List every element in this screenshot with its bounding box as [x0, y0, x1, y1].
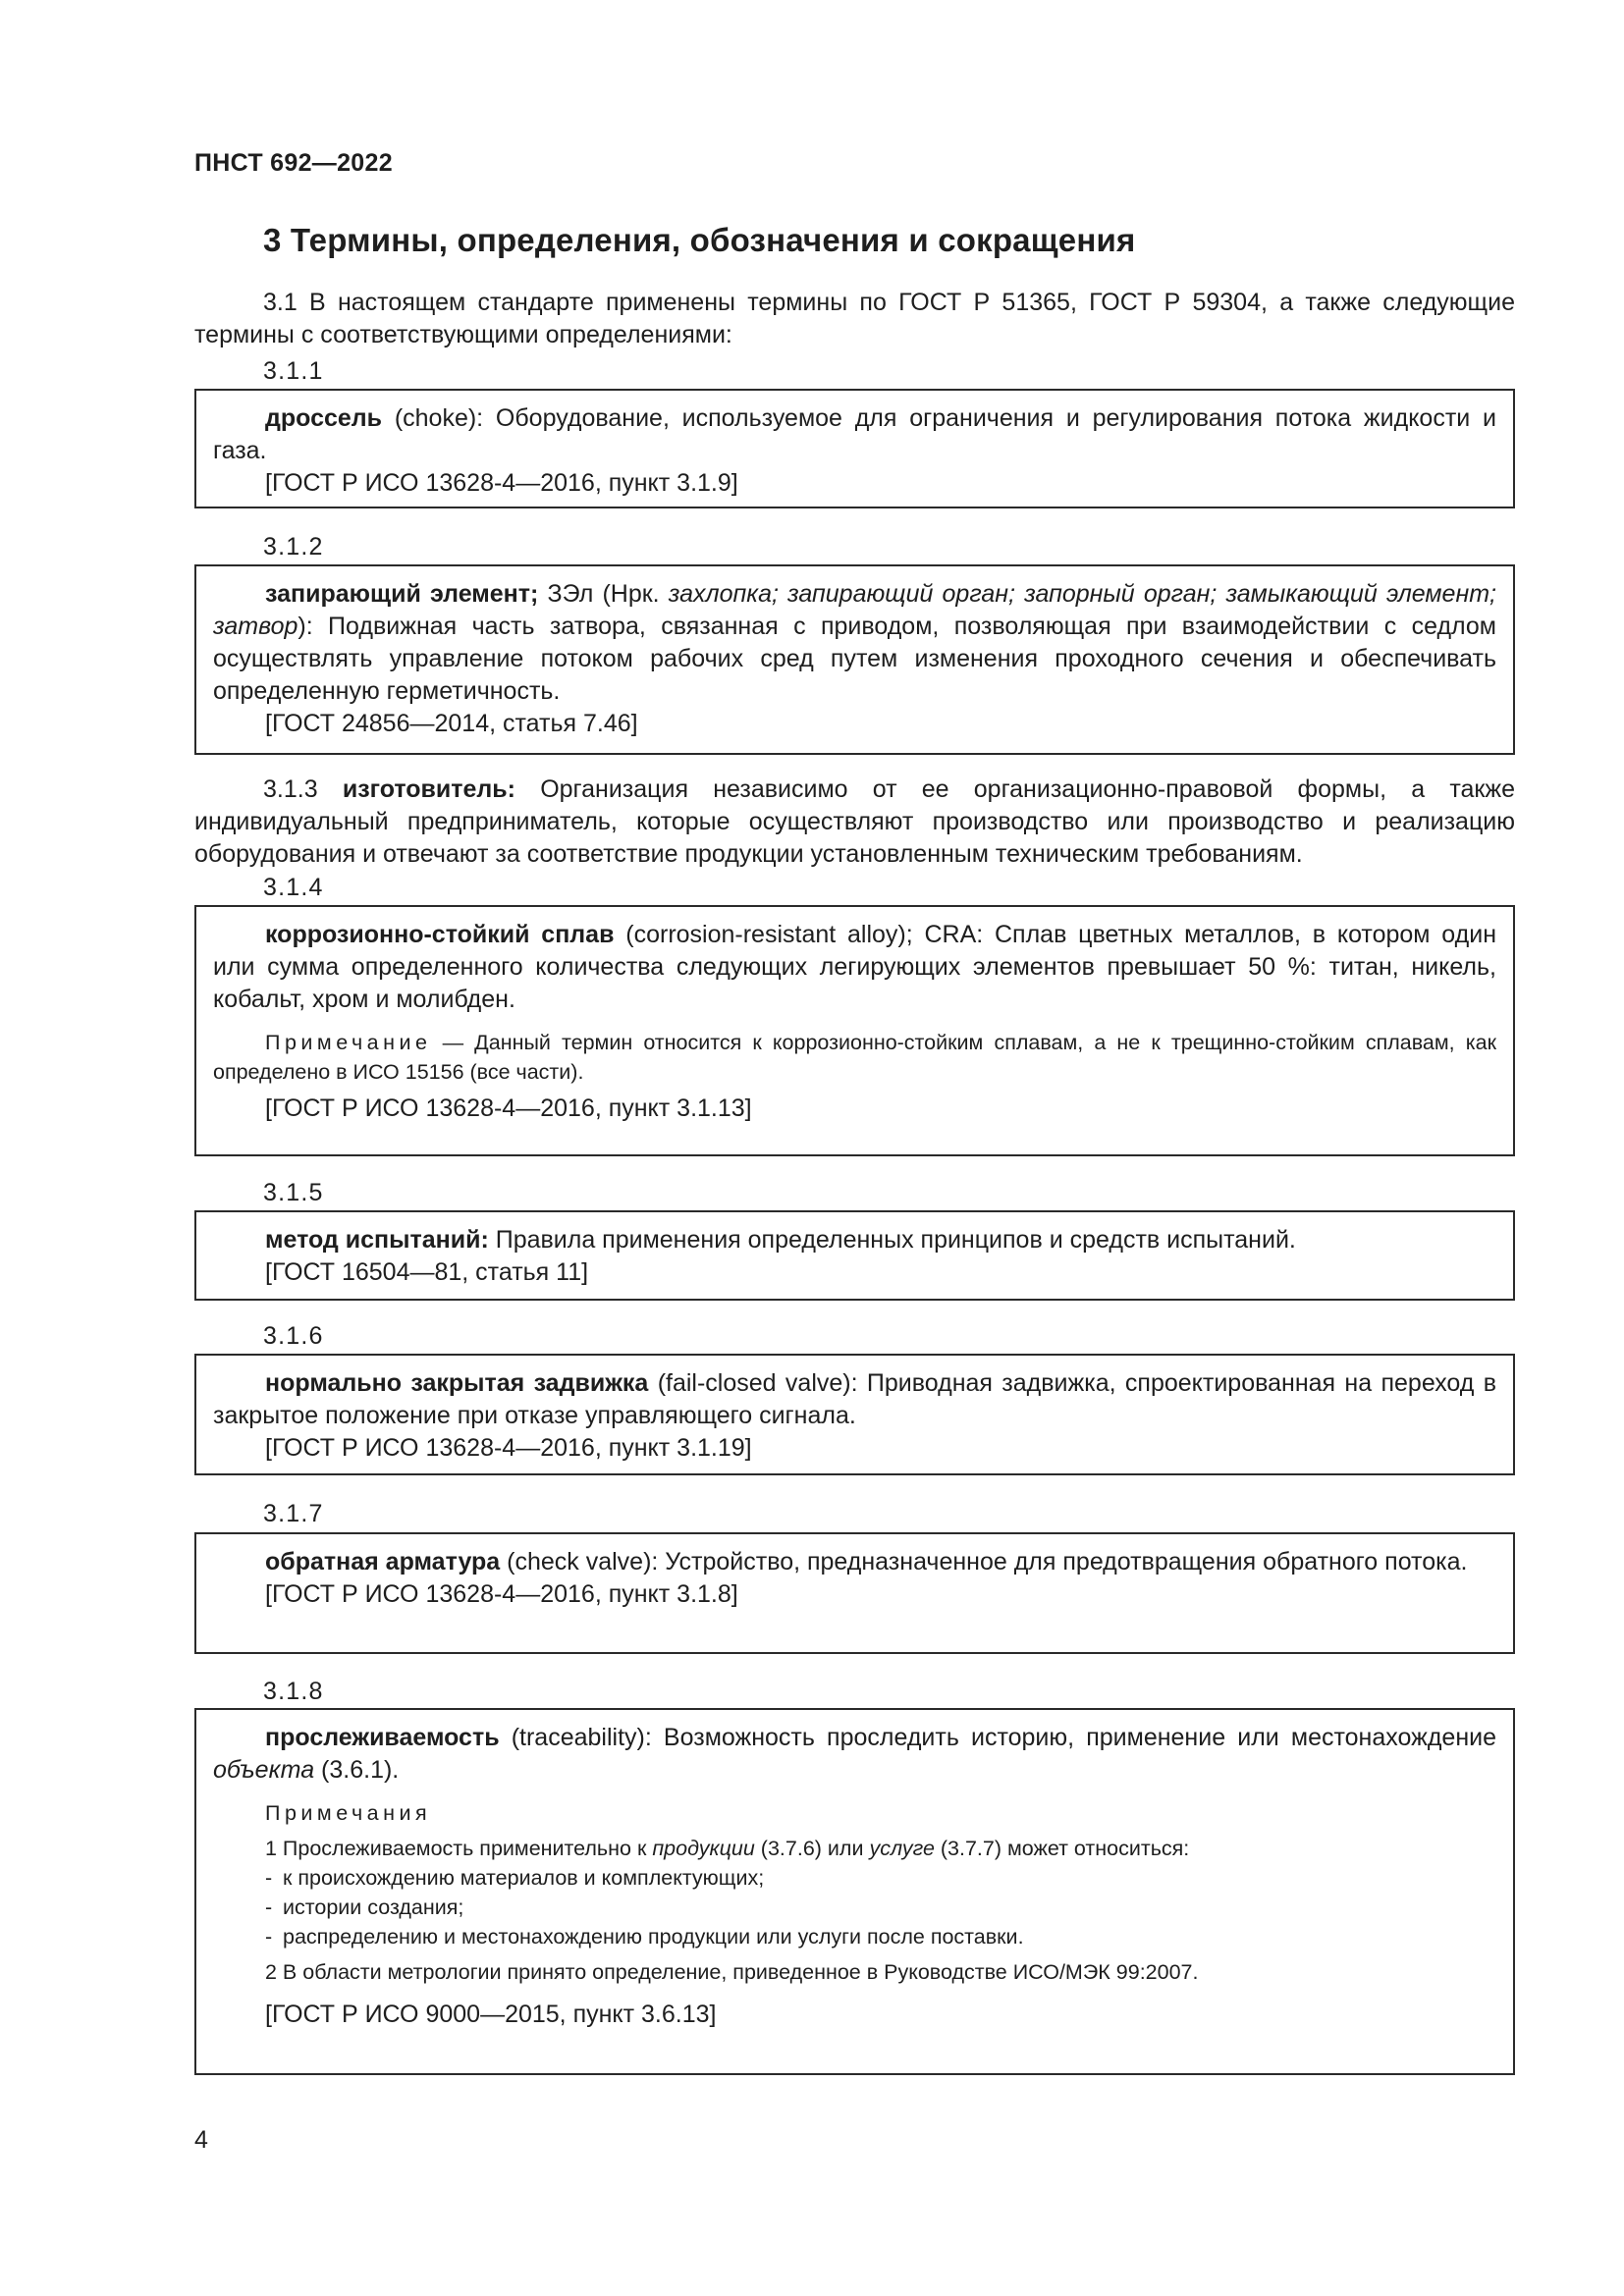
non-recommended-terms: захлопка; запирающий орган; запорный орган; замыкающий элемент; затвор [213, 580, 1496, 640]
term-number: 3.1.5 [263, 1179, 324, 1206]
term-number: 3.1.6 [263, 1322, 324, 1350]
term-box-test-method [194, 1210, 1515, 1301]
term-name: нормально закрытая задвижка [265, 1369, 649, 1397]
notes-label: Примечания [265, 1801, 432, 1825]
term-definition: обратная арматура (check valve): Устройство, предназначенное для предотвращения обратного потока. [265, 1548, 1468, 1575]
term-source: [ГОСТ 16504—81, статья 11] [265, 1258, 589, 1286]
list-item: - истории создания; [265, 1896, 464, 1919]
term-name: дроссель [265, 404, 383, 432]
intro-text: 3.1 В настоящем стандарте применены термины по ГОСТ Р 51365, ГОСТ Р 59304, а также следующие термины с соответствующими определениями: [194, 289, 1515, 348]
term-source: [ГОСТ Р ИСО 13628-4—2016, пункт 3.1.9] [265, 469, 738, 497]
note-2: 2 В области метрологии принято определение, приведенное в Руководстве ИСО/МЭК 99:2007. [265, 1960, 1199, 1984]
term-source: [ГОСТ Р ИСО 9000—2015, пункт 3.6.13] [265, 2001, 717, 2028]
term-definition: дроссель (choke): Оборудование, используемое для ограничения и регулирования потока жидкости и газа. [213, 404, 1496, 464]
page-number: 4 [194, 2126, 208, 2154]
term-definition: запирающий элемент; ЗЭл (Нрк. захлопка; запирающий орган; запорный орган; замыкающий элемент; затвор): Подвижная часть затвора, связанная с приводом, позволяющая при взаимодействии с седлом осуществлять управление потоком рабочих сред путем изменения проходного сечения и обеспечивать определенную герметичность. [213, 580, 1496, 705]
note-label: Примечание [265, 1031, 432, 1054]
list-item: - к происхождению материалов и комплектующих; [265, 1866, 765, 1890]
term-name: запирающий элемент; [265, 580, 539, 608]
term-box-check-valve [194, 1532, 1515, 1654]
section-title: 3 Термины, определения, обозначения и сокращения [263, 222, 1136, 258]
term-name: метод испытаний: [265, 1226, 489, 1254]
term-definition: метод испытаний: Правила применения определенных принципов и средств испытаний. [265, 1226, 1296, 1254]
term-name: прослеживаемость [265, 1724, 500, 1751]
term-definition: коррозионно-стойкий сплав (corrosion-resistant alloy); CRA: Сплав цветных металлов, в котором один или сумма определенного количества следующих легирующих элементов превышает 50 %: титан, никель, кобальт, хром и молибден. [213, 921, 1496, 1013]
term-box-choke [194, 389, 1515, 508]
term-paragraph-manufacturer: 3.1.3 изготовитель: Организация независимо от ее организационно-правовой формы, а также индивидуальный предприниматель, которые осуществляют производство или производство и реализацию оборудования и отвечают за соответствие продукции установленным техническим требованиям. [194, 775, 1515, 868]
list-item: - распределению и местонахождению продукции или услуги после поставки. [265, 1925, 1024, 1949]
term-source: [ГОСТ Р ИСО 13628-4—2016, пункт 3.1.19] [265, 1434, 752, 1462]
term-source: [ГОСТ Р ИСО 13628-4—2016, пункт 3.1.13] [265, 1095, 752, 1122]
term-source: [ГОСТ 24856—2014, статья 7.46] [265, 710, 638, 737]
term-box-traceability [194, 1708, 1515, 2075]
term-definition: нормально закрытая задвижка (fail-closed valve): Приводная задвижка, спроектированная на переход в закрытое положение при отказе управляющего сигнала. [213, 1369, 1496, 1429]
term-note: Примечание — Данный термин относится к коррозионно-стойким сплавам, а не к трещинно-стойким сплавам, как определено в ИСО 15156 (все части). [213, 1031, 1496, 1084]
intro-paragraph [194, 287, 1515, 351]
term-number: 3.1.2 [263, 533, 324, 561]
term-source: [ГОСТ Р ИСО 13628-4—2016, пункт 3.1.8] [265, 1580, 738, 1608]
term-number: 3.1.8 [263, 1678, 324, 1705]
term-definition: прослеживаемость (traceability): Возможность проследить историю, применение или местонахождение объекта (3.6.1). [213, 1724, 1496, 1784]
term-name: обратная арматура [265, 1548, 501, 1575]
term-box-fail-closed-valve [194, 1354, 1515, 1475]
document-id: ПНСТ 692—2022 [194, 149, 393, 177]
term-number: 3.1.3 [263, 775, 318, 803]
term-name: коррозионно-стойкий сплав [265, 921, 615, 948]
term-box-closing-element [194, 564, 1515, 755]
term-number: 3.1.1 [263, 357, 324, 385]
term-number: 3.1.4 [263, 874, 324, 901]
term-name: изготовитель: [342, 775, 515, 803]
note-1: 1 Прослеживаемость применительно к продукции (3.7.6) или услуге (3.7.7) может относиться: [265, 1837, 1190, 1860]
term-number: 3.1.7 [263, 1500, 324, 1527]
term-box-cra [194, 905, 1515, 1156]
